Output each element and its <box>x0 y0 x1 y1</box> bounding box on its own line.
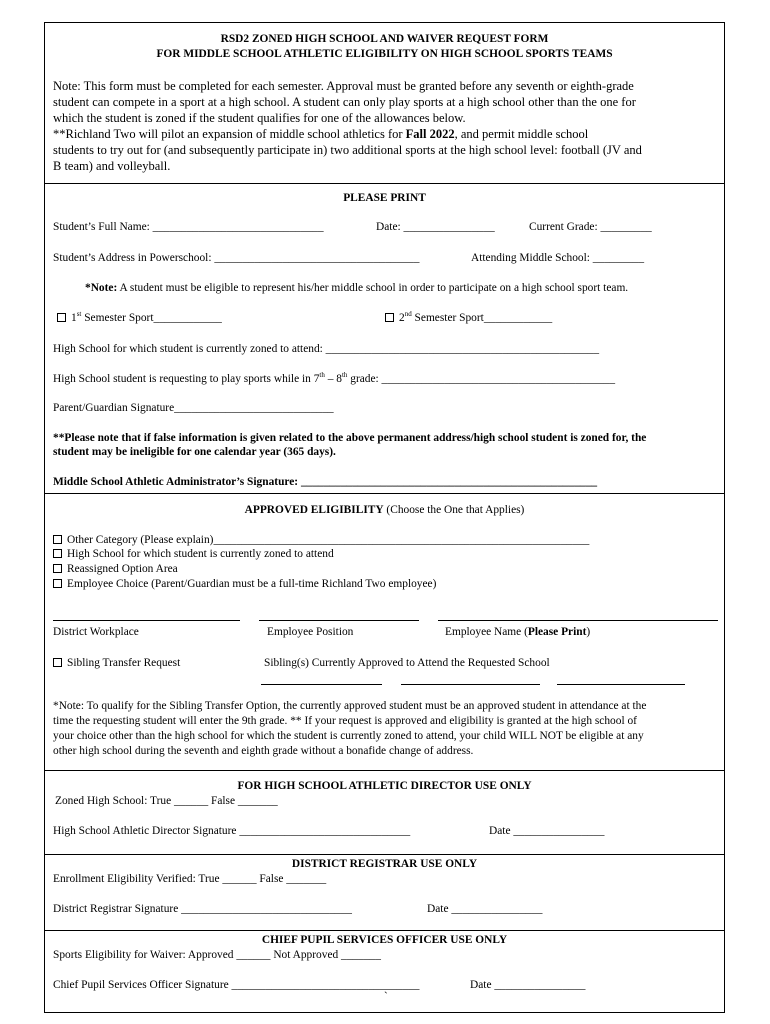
pilot-pre: **Richland Two will pilot an expansion of middle school athletics for <box>53 127 406 141</box>
option-other-label: Other Category (Please explain)__________________________________________________________________ <box>67 534 590 546</box>
option-zoned-checkbox[interactable] <box>53 549 62 558</box>
false-info-line1: **Please note that if false information is given related to the above permanent address/high school student is zoned for, the <box>53 432 647 444</box>
please-print-heading: PLEASE PRINT <box>343 192 426 204</box>
eligibility-note-text: A student must be eligible to represent his/her middle school in order to participate on a high school sport team. <box>117 282 629 294</box>
note-line2: student can compete in a sport at a high school. A student can only play sports at a high school other than the one for <box>53 95 636 109</box>
sibling-note-line3: your choice other than the high school for which the student is currently zoned to attend, your child WILL NOT be eligible at any <box>53 730 644 742</box>
cpso-heading: CHIEF PUPIL SERVICES OFFICER USE ONLY <box>261 934 508 946</box>
form-title-line2: FOR MIDDLE SCHOOL ATHLETIC ELIGIBILITY ON HIGH SCHOOL SPORTS TEAMS <box>156 48 613 60</box>
semester2-sport-field[interactable]: Semester Sport____________ <box>411 312 553 324</box>
option-other-checkbox[interactable] <box>53 535 62 544</box>
enrollment-verified-row[interactable]: Enrollment Eligibility Verified: True ______ False _______ <box>53 873 327 885</box>
cpso-section <box>45 931 724 1012</box>
parent-signature-field[interactable]: Parent/Guardian Signature____________________________ <box>53 402 334 414</box>
semester2-suffix: nd <box>404 310 412 319</box>
waiver-request-form <box>44 22 725 1013</box>
semester2-number: 2 <box>399 312 405 324</box>
athletic-director-signature[interactable]: High School Athletic Director Signature ______________________________ <box>53 825 411 837</box>
option-zoned-label: High School for which student is currently zoned to attend <box>67 548 334 560</box>
pilot-post: , and permit middle school <box>454 127 589 141</box>
employee-position-label: Employee Position <box>267 626 354 638</box>
pilot-line3: B team) and volleyball. <box>53 159 171 173</box>
sibling-approved-label: Sibling(s) Currently Approved to Attend the Requested School <box>264 657 550 669</box>
current-grade-field[interactable]: Current Grade: _________ <box>529 221 652 233</box>
district-workplace-label: District Workplace <box>53 626 139 638</box>
eligibility-note <box>85 281 628 295</box>
stray-mark: ` <box>384 991 388 1003</box>
cpso-date[interactable]: Date ________________ <box>470 979 586 991</box>
employee-name-post: ) <box>586 626 591 638</box>
sibling-option[interactable] <box>53 656 180 670</box>
pilot-season: Fall 2022 <box>405 127 455 141</box>
option-other[interactable] <box>53 533 589 547</box>
requested-school-sup2: th <box>341 371 348 380</box>
employee-name-line[interactable] <box>438 620 718 621</box>
option-reassigned-checkbox[interactable] <box>53 564 62 573</box>
requested-school-sup1: th <box>319 371 325 380</box>
requested-school-field[interactable] <box>53 372 615 386</box>
semester1-suffix: st <box>76 310 82 319</box>
athletic-director-date[interactable]: Date ________________ <box>489 825 605 837</box>
eligibility-heading-bold: APPROVED ELIGIBILITY <box>244 504 384 516</box>
sibling-note-line2: time the requesting student will enter the 9th grade. ** If your request is approved and eligibility is granted at the high school of <box>53 715 637 727</box>
admin-signature-field[interactable]: Middle School Athletic Administrator’s Signature: ____________________________________________________ <box>53 476 598 488</box>
position-line[interactable] <box>259 620 419 621</box>
semester1-sport-field[interactable]: Semester Sport____________ <box>81 312 222 324</box>
zoned-high-school-row[interactable]: Zoned High School: True ______ False _______ <box>55 795 278 807</box>
note-line3: which the student is zoned if the student qualifies for one of the allowances below. <box>53 111 466 125</box>
registrar-heading: DISTRICT REGISTRAR USE ONLY <box>291 858 478 870</box>
employee-name-bold: Please Print <box>527 626 587 638</box>
semester2-option[interactable] <box>385 311 552 325</box>
athletic-director-heading: FOR HIGH SCHOOL ATHLETIC DIRECTOR USE ONLY <box>237 780 532 792</box>
semester1-option[interactable] <box>57 311 222 325</box>
pilot-line1 <box>53 127 588 141</box>
student-section <box>45 184 724 494</box>
false-info-line2: student may be ineligible for one calendar year (365 days). <box>53 446 336 458</box>
student-name-field[interactable]: Student’s Full Name: ______________________________ <box>53 221 324 233</box>
eligibility-note-label: *Note: <box>85 282 118 294</box>
date-field[interactable]: Date: ________________ <box>376 221 495 233</box>
option-zoned[interactable] <box>53 547 334 561</box>
option-employee-label: Employee Choice (Parent/Guardian must be a full-time Richland Two employee) <box>67 578 437 590</box>
workplace-line[interactable] <box>53 620 240 621</box>
employee-name-label <box>445 625 590 639</box>
registrar-date[interactable]: Date ________________ <box>427 903 543 915</box>
student-address-field[interactable]: Student’s Address in Powerschool: ____________________________________ <box>53 252 420 264</box>
athletic-director-section <box>45 771 724 855</box>
registrar-signature[interactable]: District Registrar Signature ______________________________ <box>53 903 352 915</box>
employee-name-pre: Employee Name ( <box>445 626 528 638</box>
requested-school-blank: grade: _________________________________________ <box>347 373 616 385</box>
eligibility-heading <box>45 503 724 517</box>
option-employee[interactable] <box>53 577 436 591</box>
requested-school-mid: – 8 <box>324 373 342 385</box>
cpso-signature[interactable]: Chief Pupil Services Officer Signature _________________________________ <box>53 979 420 991</box>
eligibility-heading-rest: (Choose the One that Applies) <box>383 504 525 516</box>
option-employee-checkbox[interactable] <box>53 579 62 588</box>
semester2-checkbox[interactable] <box>385 313 394 322</box>
semester1-checkbox[interactable] <box>57 313 66 322</box>
waiver-approval-row[interactable]: Sports Eligibility for Waiver: Approved ______ Not Approved _______ <box>53 949 381 961</box>
sibling-option-label: Sibling Transfer Request <box>67 657 181 669</box>
semester1-number: 1 <box>71 312 77 324</box>
sibling-note-line1: *Note: To qualify for the Sibling Transfer Option, the currently approved student must be an approved student in attendance at the <box>53 700 647 712</box>
form-title-line1: RSD2 ZONED HIGH SCHOOL AND WAIVER REQUEST FORM <box>220 33 549 45</box>
option-reassigned[interactable] <box>53 562 178 576</box>
pilot-line2: students to try out for (and subsequently participate in) two additional sports at the high school level: football (JV and <box>53 143 642 157</box>
zoned-school-field[interactable]: High School for which student is currently zoned to attend: ________________________________________________ <box>53 343 600 355</box>
sibling-checkbox[interactable] <box>53 658 62 667</box>
sibling-note-line4: other high school during the seventh and eighth grade without a bonafide change of address. <box>53 745 474 757</box>
eligibility-section <box>45 494 724 771</box>
sibling-line-1[interactable] <box>261 684 382 685</box>
option-reassigned-label: Reassigned Option Area <box>67 563 178 575</box>
form-header <box>45 23 724 184</box>
middle-school-field[interactable]: Attending Middle School: _________ <box>471 252 645 264</box>
sibling-line-2[interactable] <box>401 684 540 685</box>
sibling-line-3[interactable] <box>557 684 685 685</box>
note-line1: Note: This form must be completed for each semester. Approval must be granted before any seventh or eighth-grade <box>53 79 634 93</box>
requested-school-pre: High School student is requesting to play sports while in 7 <box>53 373 320 385</box>
registrar-section <box>45 855 724 931</box>
